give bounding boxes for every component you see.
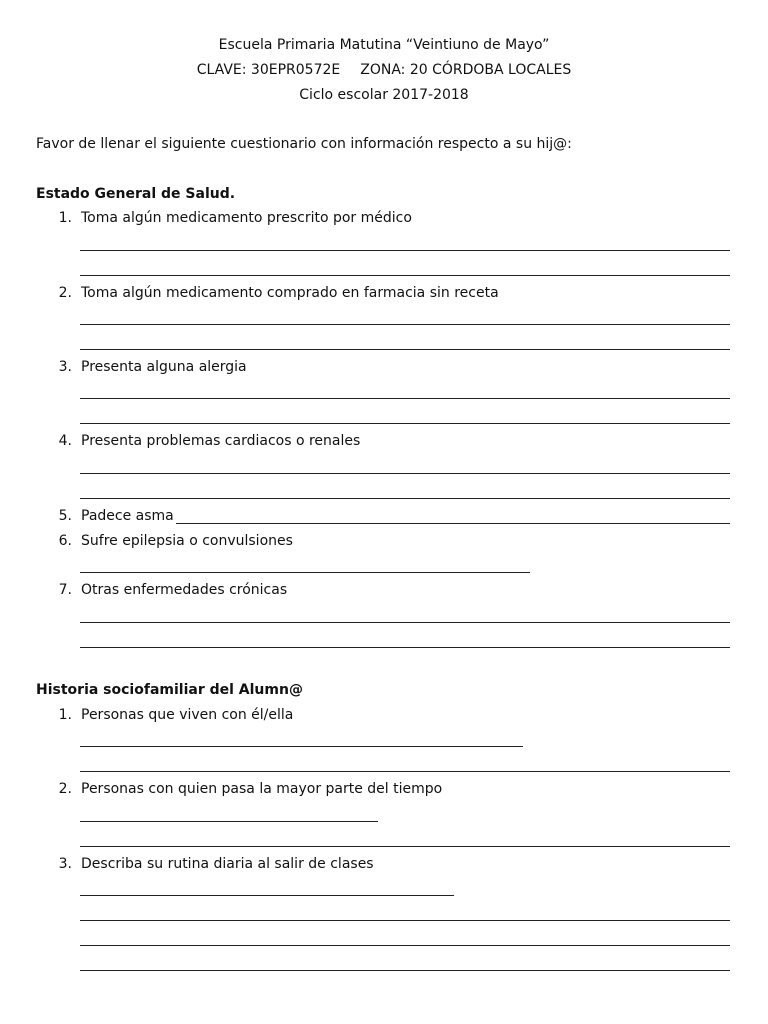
q2-1-answer-line-1[interactable]	[80, 746, 523, 747]
q2-3-answer-line-4[interactable]	[80, 970, 730, 971]
q1-5-answer-line[interactable]	[176, 523, 730, 524]
q1-3-answer-line-1[interactable]	[80, 398, 730, 399]
school-code-line	[0, 61, 768, 79]
q2-1-answer-line-2[interactable]	[80, 771, 730, 772]
q2-3-answer-line-1[interactable]	[80, 895, 454, 896]
school-cycle: Ciclo escolar 2017-2018	[299, 87, 469, 103]
q1-5-text: Padece asma	[81, 508, 174, 524]
q1-6-number: 6.	[58, 533, 72, 549]
q2-2-answer-line-1[interactable]	[80, 821, 378, 822]
q2-2-number: 2.	[58, 781, 72, 797]
q1-5-number: 5.	[58, 508, 72, 524]
q1-3-text: Presenta alguna alergia	[81, 359, 247, 375]
q2-2-answer-line-2[interactable]	[80, 846, 730, 847]
q1-6-answer-line[interactable]	[80, 572, 530, 573]
q2-3-number: 3.	[58, 856, 72, 872]
q1-7-number: 7.	[58, 582, 72, 598]
q1-2-number: 2.	[58, 285, 72, 301]
q1-4-answer-line-1[interactable]	[80, 473, 730, 474]
q1-3-answer-line-2[interactable]	[80, 423, 730, 424]
school-clave: CLAVE: 30EPR0572E	[196, 62, 341, 78]
q1-6-text: Sufre epilepsia o convulsiones	[81, 533, 293, 549]
q1-1-answer-line-1[interactable]	[80, 250, 730, 251]
school-name: Escuela Primaria Matutina “Veintiuno de Mayo”	[218, 37, 550, 53]
q1-1-number: 1.	[58, 210, 72, 226]
q2-1-text: Personas que viven con él/ella	[81, 707, 294, 723]
q1-1-text: Toma algún medicamento prescrito por médico	[81, 210, 412, 226]
q2-3-text: Describa su rutina diaria al salir de clases	[81, 856, 374, 872]
section-health-title: Estado General de Salud.	[36, 186, 236, 202]
school-zona: ZONA: 20 CÓRDOBA LOCALES	[360, 62, 572, 78]
q1-3-number: 3.	[58, 359, 72, 375]
q2-3-answer-line-3[interactable]	[80, 945, 730, 946]
q1-4-text: Presenta problemas cardiacos o renales	[81, 433, 361, 449]
q1-1-answer-line-2[interactable]	[80, 275, 730, 276]
q2-1-number: 1.	[58, 707, 72, 723]
intro-text: Favor de llenar el siguiente cuestionario con información respecto a su hij@:	[36, 136, 572, 152]
q2-3-answer-line-2[interactable]	[80, 920, 730, 921]
q1-7-text: Otras enfermedades crónicas	[81, 582, 288, 598]
q1-4-answer-line-2[interactable]	[80, 498, 730, 499]
q2-2-text: Personas con quien pasa la mayor parte del tiempo	[81, 781, 443, 797]
q1-7-answer-line-1[interactable]	[80, 622, 730, 623]
q1-2-answer-line-1[interactable]	[80, 324, 730, 325]
q1-4-number: 4.	[58, 433, 72, 449]
q1-2-answer-line-2[interactable]	[80, 349, 730, 350]
q1-7-answer-line-2[interactable]	[80, 647, 730, 648]
q1-2-text: Toma algún medicamento comprado en farmacia sin receta	[81, 285, 499, 301]
section-family-title: Historia sociofamiliar del Alumn@	[36, 682, 303, 698]
